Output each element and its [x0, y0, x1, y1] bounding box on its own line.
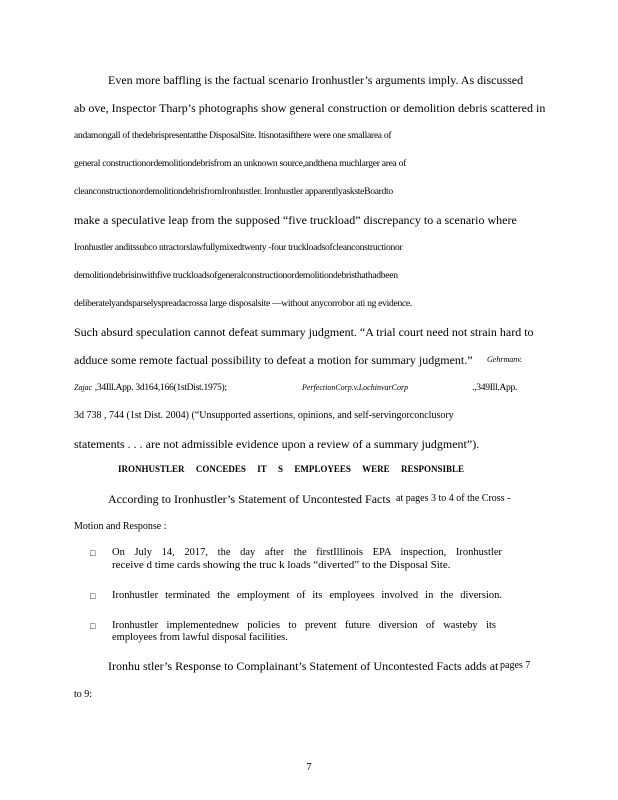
- citation-perfection: .,349Ill.App.: [472, 382, 518, 393]
- heading-word: WERE: [362, 464, 390, 474]
- paragraph-1-line-4: general constructionordemolitiondebrisfrom an unknown source,andthena muchlarger area of: [74, 158, 406, 169]
- paragraph-3-pages: pages 7: [500, 660, 531, 671]
- paragraph-1-line-11: [74, 353, 544, 367]
- section-heading: [118, 463, 464, 475]
- paragraph-1-line-12: [74, 381, 544, 395]
- paragraph-1-line-10: Such absurd speculation cannot defeat summary judgment. “A trial court need not strain hard to: [74, 325, 534, 339]
- bullet-2-line-1: Ironhustler terminated the employment of its employees involved in the diversion.: [112, 590, 502, 601]
- paragraph-2-pages: at pages 3 to 4 of the Cross -: [396, 493, 511, 504]
- bullet-1-line-2: receive d time cards showing the truc k loads “diverted” to the Disposal Site.: [112, 559, 451, 571]
- bullet-3-line-1: Ironhustler implementednew policies to prevent future diversion of wasteby its: [112, 620, 496, 631]
- case-name-zajac: Zajac: [74, 383, 93, 392]
- heading-word: RESPONSIBLE: [401, 464, 465, 474]
- paragraph-2-line-1: [108, 492, 544, 506]
- paragraph-1-line-2: ab ove, Inspector Tharp’s photographs show general construction or demolition debris scattered in: [74, 101, 546, 115]
- paragraph-3-line-1: [108, 659, 544, 673]
- paragraph-1-line-8: demolitiondebrisinwithfive truckloadsofgeneralconstructionordemolitiondebristhathadbeen: [74, 270, 398, 281]
- heading-word: CONCEDES: [195, 464, 246, 474]
- paragraph-1-line-5: cleanconstructionordemolitiondebrisfromIronhustler. Ironhustler apparentlyasksteBoardto: [74, 186, 393, 197]
- paragraph-3-lead: Ironhu stler’s Response to Complainant’s Statement of Uncontested Facts adds at: [108, 659, 499, 673]
- paragraph-3-line-2: to 9:: [74, 689, 93, 700]
- heading-word: IRONHUSTLER: [118, 464, 185, 474]
- case-name-perfection: PerfectionCorp.v.LochinvarCorp: [302, 383, 409, 392]
- paragraph-1-line-6: make a speculative leap from the supposed “five truckload” discrepancy to a scenario where: [74, 213, 517, 227]
- citation-gehrman: ,34Ill.App. 3d164,166(1stDist.1975);: [94, 382, 227, 393]
- page-number: 7: [306, 761, 312, 773]
- quote-text: adduce some remote factual possibility to defeat a motion for summary judgment.”: [74, 353, 473, 367]
- bullet-3-line-2: employees from lawful disposal facilities.: [112, 632, 288, 643]
- heading-word: IT S EMPLOYEES: [257, 464, 351, 474]
- paragraph-1-line-3: andamongall of thedebrispresentatthe DisposalSite. Itisnotasifthere were one smallarea of: [74, 130, 392, 141]
- case-name-gehrman: Gehrmanv.: [487, 355, 523, 364]
- paragraph-1-line-7: Ironhustler anditssubco ntractorslawfullymixedtwenty -four truckloadsofcleanconstructionor: [74, 242, 403, 253]
- paragraph-2-line-2: Motion and Response :: [74, 521, 167, 532]
- paragraph-1-line-9: deliberatelyandsparselyspreadacrossa large disposalsite —without anycorrobor ati ng evidence.: [74, 298, 412, 309]
- paragraph-1-line-1: Even more baffling is the factual scenario Ironhustler’s arguments imply. As discussed: [108, 73, 524, 87]
- paragraph-1-line-14: statements . . . are not admissible evidence upon a review of a summary judgment”).: [74, 437, 480, 451]
- bullet-box-icon: □: [90, 621, 96, 631]
- paragraph-1-line-13: 3d 738 , 744 (1st Dist. 2004) (“Unsupported assertions, opinions, and self-servingorconclusory: [74, 410, 454, 421]
- paragraph-2-lead: According to Ironhustler’s Statement of Uncontested Facts: [108, 492, 391, 506]
- bullet-box-icon: □: [90, 548, 96, 558]
- bullet-box-icon: □: [90, 591, 96, 601]
- bullet-1-line-1: On July 14, 2017, the day after the firstIllinois EPA inspection, Ironhustler: [112, 547, 502, 558]
